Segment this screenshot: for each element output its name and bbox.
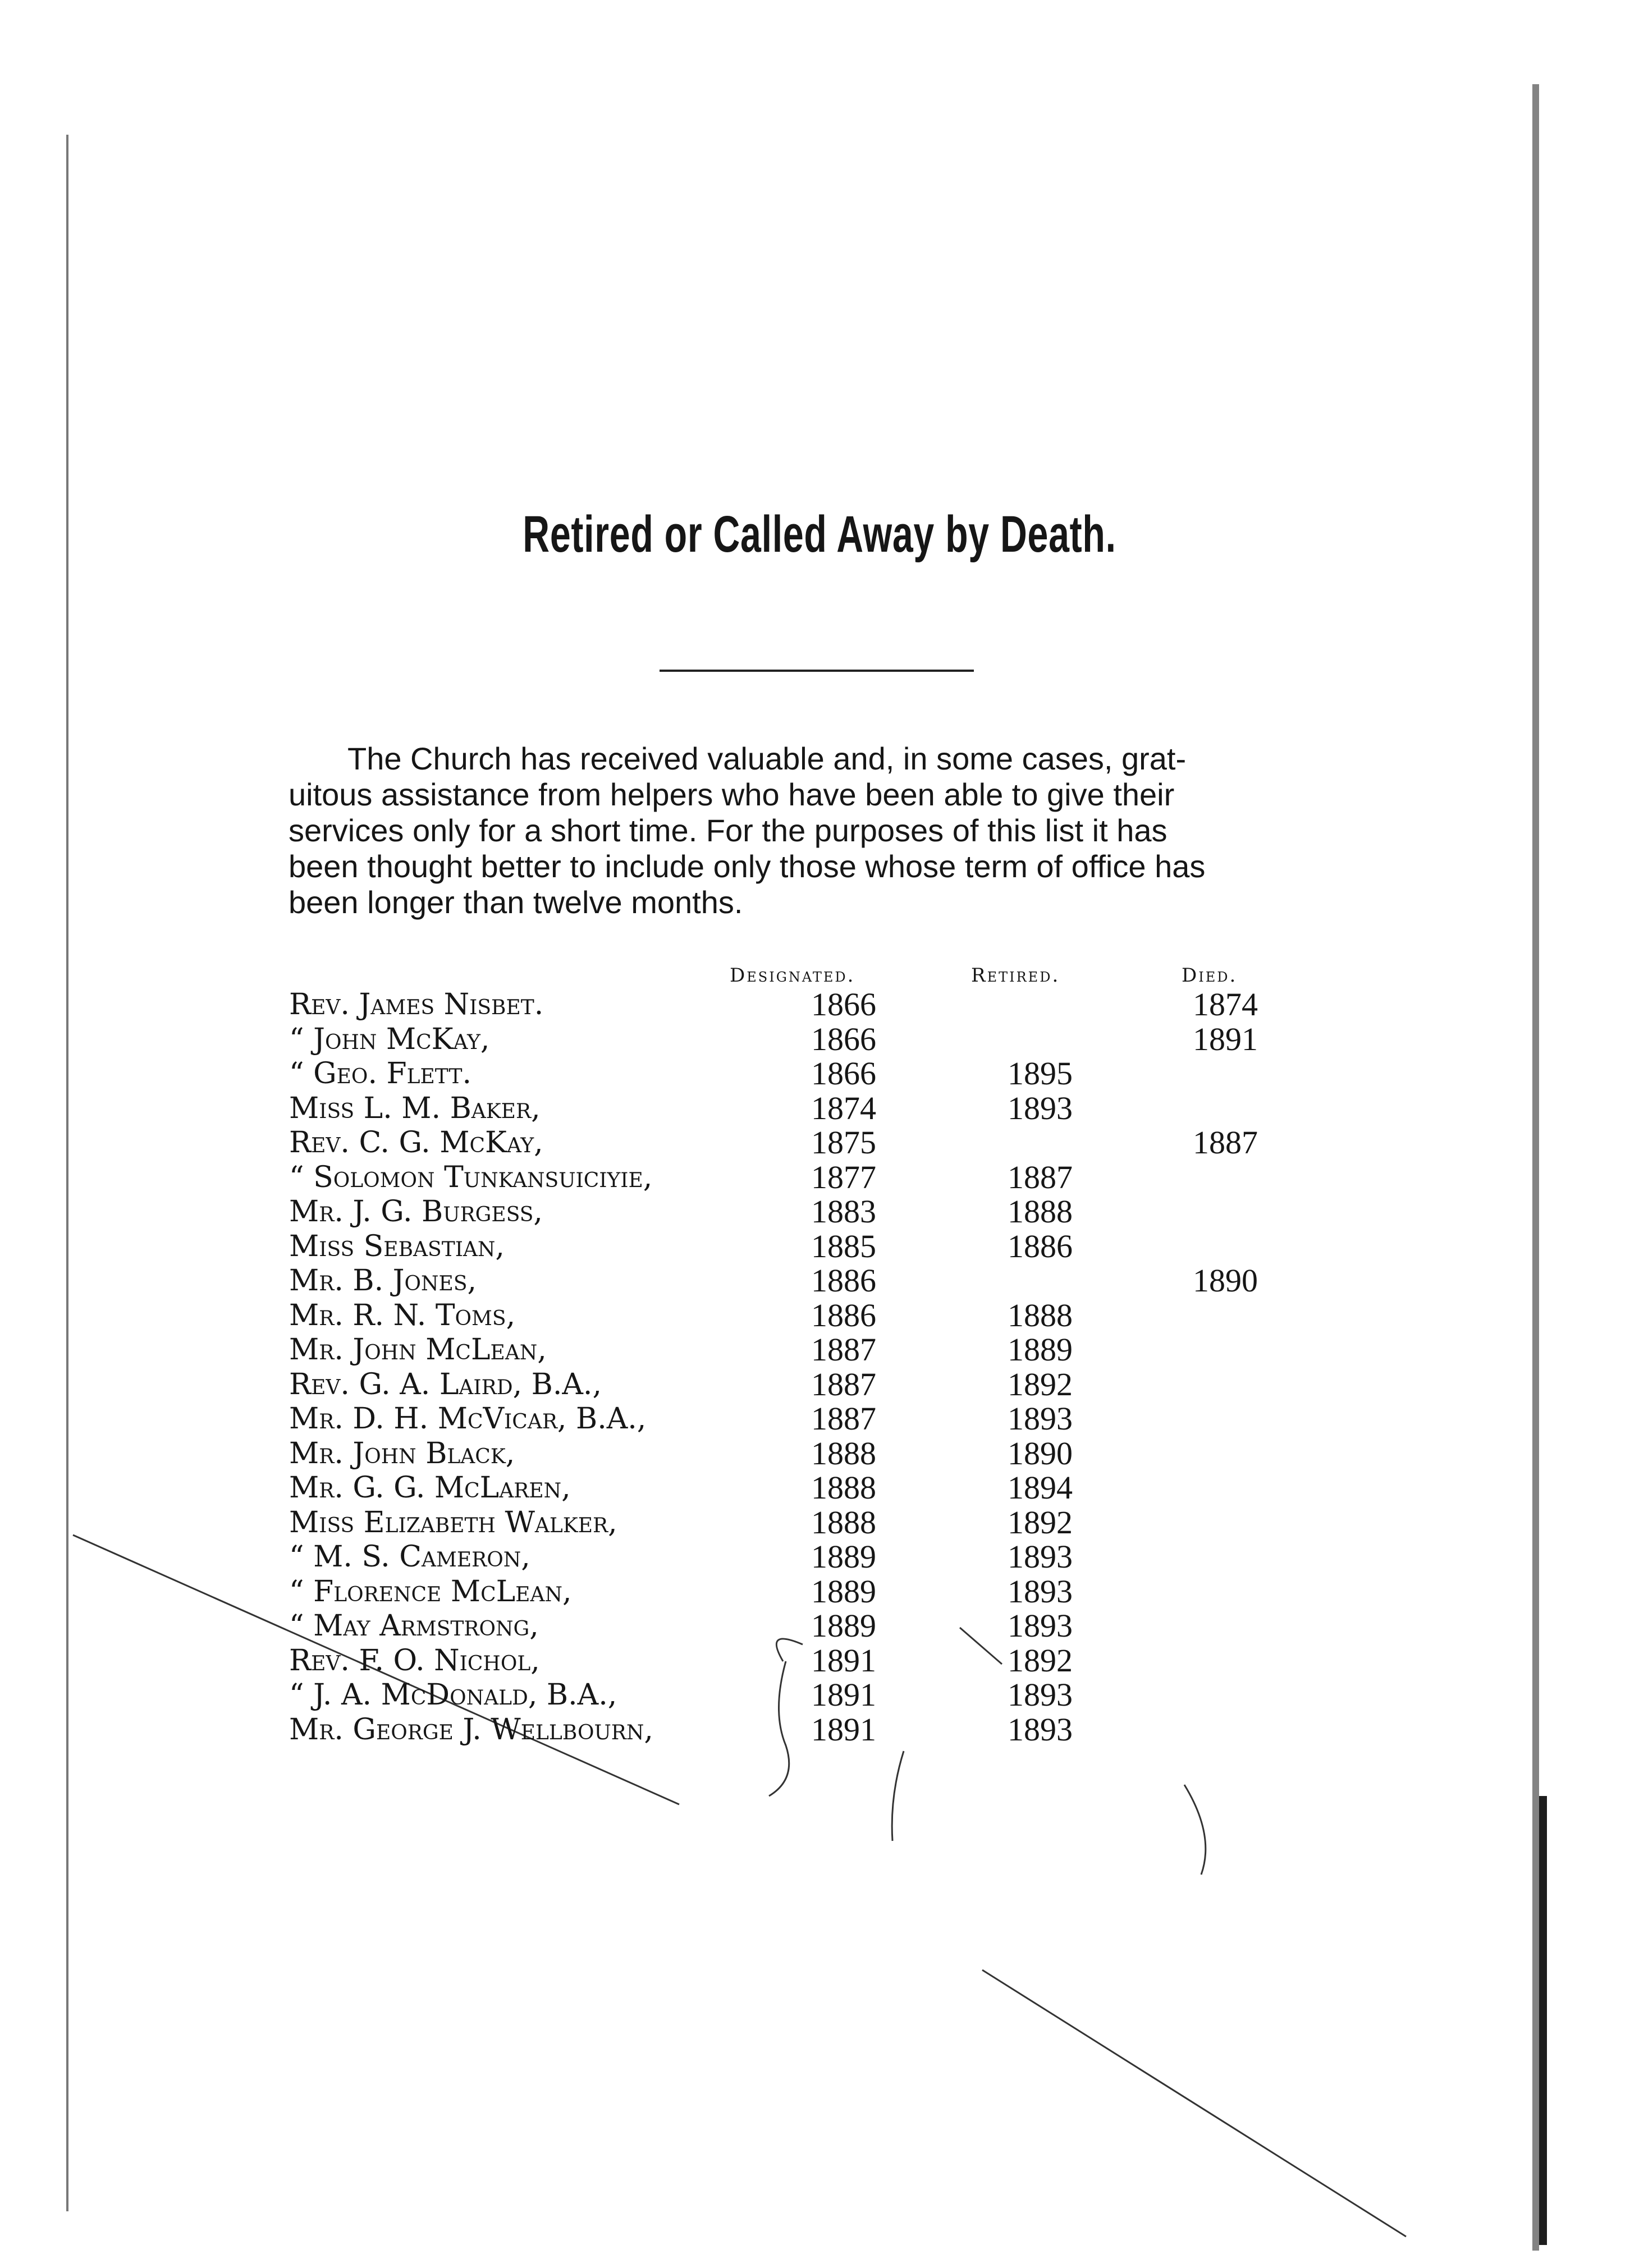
row-name: Rev. F. O. Nichol, — [289, 1643, 540, 1678]
intro-line: uitous assistance from helpers who have been able to give their — [289, 777, 1175, 812]
row-designated: 1887 — [811, 1366, 876, 1403]
row-died: 1887 — [1193, 1124, 1258, 1161]
row-designated: 1887 — [811, 1400, 876, 1437]
row-retired: 1893 — [1008, 1400, 1073, 1437]
row-designated: 1874 — [811, 1089, 876, 1126]
row-name: “ Geo. Flett. — [289, 1057, 471, 1091]
header-retired: Retired. — [971, 964, 1060, 987]
row-name: “ J. A. McDonald, B.A., — [289, 1678, 617, 1712]
row-retired: 1890 — [1008, 1435, 1073, 1472]
row-retired: 1892 — [1008, 1366, 1073, 1403]
row-retired: 1895 — [1008, 1055, 1073, 1092]
page-title: Retired or Called Away by Death. — [523, 506, 1116, 563]
row-retired: 1893 — [1008, 1538, 1073, 1575]
row-retired: 1892 — [1008, 1504, 1073, 1541]
row-retired: 1887 — [1008, 1158, 1073, 1195]
row-name: Rev. C. G. McKay, — [289, 1126, 543, 1160]
row-retired: 1893 — [1008, 1676, 1073, 1713]
row-designated: 1888 — [811, 1435, 876, 1472]
header-died: Died. — [1182, 964, 1238, 987]
row-designated: 1888 — [811, 1469, 876, 1506]
row-name: Rev. G. A. Laird, B.A., — [289, 1367, 602, 1401]
row-designated: 1891 — [811, 1711, 876, 1748]
row-died: 1874 — [1193, 986, 1258, 1023]
row-designated: 1877 — [811, 1158, 876, 1195]
row-retired: 1893 — [1008, 1711, 1073, 1748]
row-name: Mr. George J. Wellbourn, — [289, 1712, 653, 1747]
row-name: Mr. R. N. Toms, — [289, 1298, 516, 1332]
row-retired: 1886 — [1008, 1227, 1073, 1264]
row-name: “ John McKay, — [289, 1022, 490, 1056]
row-designated: 1875 — [811, 1124, 876, 1161]
intro-line: The Church has received valuable and, in some cases, grat- — [347, 741, 1187, 776]
row-designated: 1889 — [811, 1607, 876, 1644]
row-name: Miss Sebastian, — [289, 1229, 505, 1263]
row-name: “ Florence McLean, — [289, 1574, 572, 1609]
row-designated: 1866 — [811, 986, 876, 1023]
row-died: 1890 — [1193, 1262, 1258, 1299]
row-designated: 1889 — [811, 1573, 876, 1610]
row-designated: 1891 — [811, 1676, 876, 1713]
row-designated: 1886 — [811, 1262, 876, 1299]
row-retired: 1893 — [1008, 1607, 1073, 1644]
header-designated: Designated. — [730, 964, 855, 987]
row-name: Mr. John Black, — [289, 1436, 515, 1470]
intro-line: been longer than twelve months. — [289, 885, 743, 920]
row-designated: 1887 — [811, 1331, 876, 1368]
row-retired: 1893 — [1008, 1573, 1073, 1610]
row-designated: 1888 — [811, 1504, 876, 1541]
row-name: Miss Elizabeth Walker, — [289, 1505, 617, 1540]
row-designated: 1866 — [811, 1020, 876, 1057]
row-designated: 1886 — [811, 1296, 876, 1334]
row-retired: 1893 — [1008, 1089, 1073, 1126]
intro-line: services only for a short time. For the purposes of this list it has — [289, 813, 1168, 848]
row-designated: 1891 — [811, 1642, 876, 1679]
row-name: Mr. G. G. McLaren, — [289, 1471, 571, 1505]
title-rule — [660, 670, 974, 672]
row-name: Mr. J. G. Burgess, — [289, 1195, 543, 1229]
row-retired: 1894 — [1008, 1469, 1073, 1506]
row-retired: 1892 — [1008, 1642, 1073, 1679]
row-died: 1891 — [1193, 1020, 1258, 1057]
row-retired: 1889 — [1008, 1331, 1073, 1368]
intro-line: been thought better to include only those whose term of office has — [289, 849, 1206, 884]
row-name: Mr. D. H. McVicar, B.A., — [289, 1402, 647, 1436]
row-name: Mr. B. Jones, — [289, 1264, 477, 1298]
row-designated: 1883 — [811, 1193, 876, 1230]
row-name: Mr. John McLean, — [289, 1333, 547, 1367]
row-name: “ Solomon Tunkansuiciyie, — [289, 1160, 653, 1194]
row-designated: 1885 — [811, 1227, 876, 1264]
row-name: Rev. James Nisbet. — [289, 988, 544, 1021]
row-retired: 1888 — [1008, 1193, 1073, 1230]
row-designated: 1866 — [811, 1055, 876, 1092]
row-retired: 1888 — [1008, 1296, 1073, 1334]
row-designated: 1889 — [811, 1538, 876, 1575]
row-name: “ May Armstrong, — [289, 1609, 539, 1643]
intro-paragraph — [289, 741, 1355, 920]
row-name: “ M. S. Cameron, — [289, 1540, 530, 1574]
row-name: Miss L. M. Baker, — [289, 1091, 541, 1125]
